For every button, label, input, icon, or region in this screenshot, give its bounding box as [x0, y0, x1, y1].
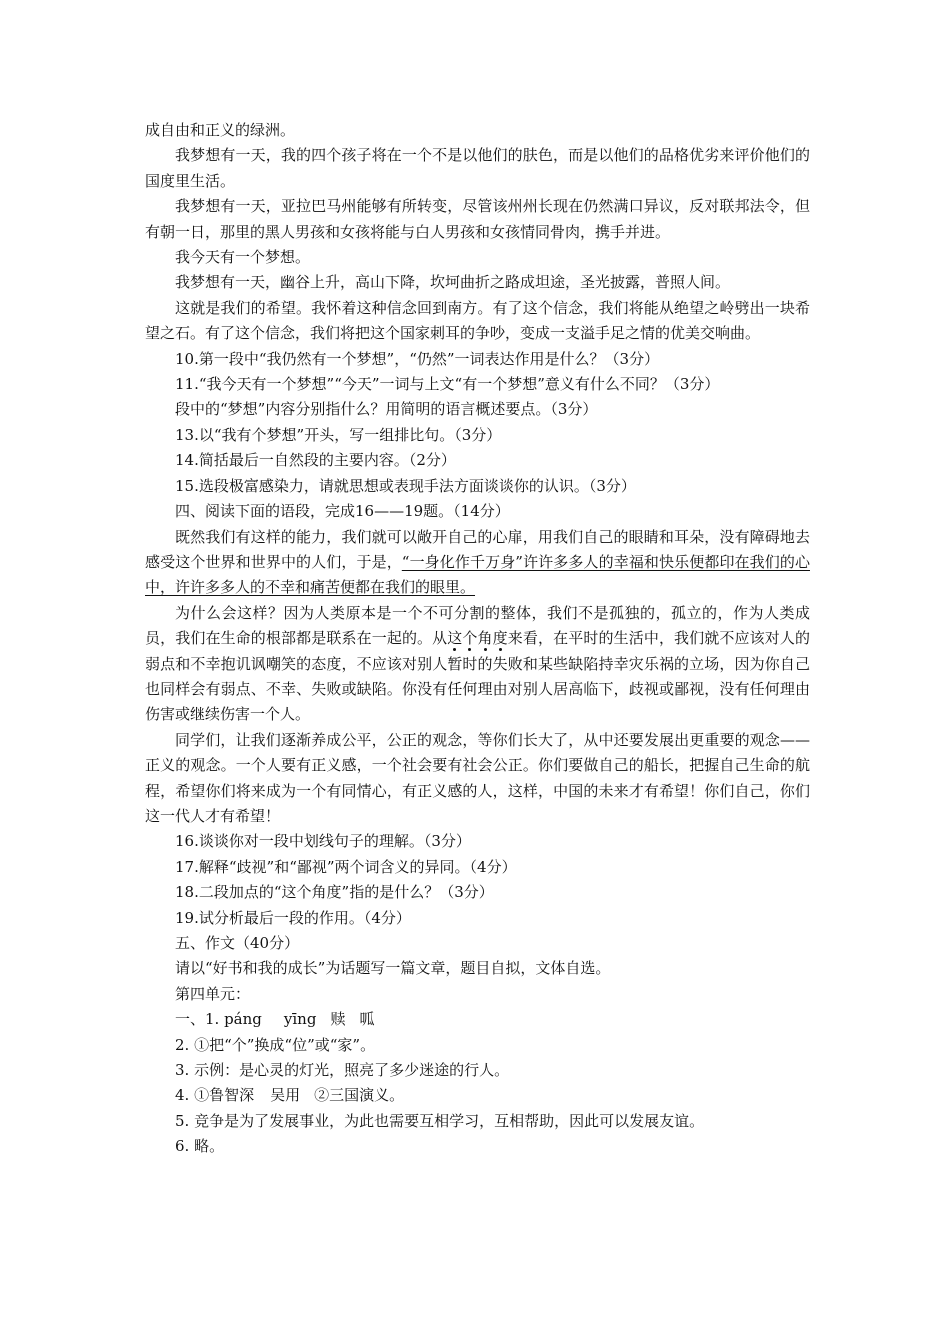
document-page: [145, 118, 810, 1160]
question-18: 18.二段加点的“这个角度”指的是什么？（3分）: [175, 883, 494, 902]
answer-text: 呱: [359, 1010, 375, 1029]
section-4-heading: 四、阅读下面的语段，完成16——19题。（14分）: [175, 502, 510, 521]
passage-paragraph-3: 同学们，让我们逐渐养成公平，公正的观念，等你们长大了，从中还要发展出更重要的观念——正义的观念。一个人要有正义感，一个社会要有社会公正。你们要做自己的船长，把握自己生命的航程，希望你们将来成为一个有同情心，有正义感的人，这样，中国的未来才有希望！你们自己，你们这一代人才有希望！: [145, 730, 810, 825]
underlined-sentence: “一身化作千万身”许许多多人的幸福和快乐便都印在我们的心中，许许多多人的不幸和痛苦便都在我们的眼里。: [145, 552, 810, 597]
passage-text: 既然我们有这样的能力，我们就可以敞开自己的心扉，用我们自己的眼睛和耳朵，没有障碍地去感受这个世界和世界中的人们，于是，: [145, 527, 810, 571]
question-14: 14.简括最后一自然段的主要内容。（2分）: [175, 451, 456, 470]
question-13: 13.以“我有个梦想”开头，写一组排比句。（3分）: [175, 425, 502, 444]
dotted-char: 角: [477, 629, 493, 648]
paragraph: 我今天有一个梦想。: [175, 248, 311, 267]
paragraph: 我梦想有一天，幽谷上升，高山下降，坎坷曲折之路成坦途，圣光披露，普照人间。: [175, 273, 731, 292]
answer-text: 一、1. páng: [175, 1010, 262, 1029]
question-16: 16.谈谈你对一段中划线句子的理解。（3分）: [175, 832, 471, 851]
question-19: 19.试分析最后一段的作用。（4分）: [175, 908, 411, 927]
answer-text: yīng: [283, 1010, 317, 1029]
answer-text: 赎: [330, 1010, 346, 1029]
paragraph: 我梦想有一天，亚拉巴马州能够有所转变，尽管该州州长现在仍然满口异议，反对联邦法令，但有朝一日，那里的黑人男孩和女孩将能与白人男孩和女孩情同骨肉，携手并进。: [145, 197, 810, 241]
dotted-char: 这: [447, 629, 463, 648]
answer-text: 吴用: [270, 1086, 301, 1105]
answer-3: 3. 示例：是心灵的灯光，照亮了多少迷途的行人。: [175, 1061, 510, 1080]
question-10: 10.第一段中“我仍然有一个梦想”，“仍然”一词表达作用是什么？（3分）: [175, 349, 660, 368]
answer-5: 5. 竞争是为了发展事业，为此也需要互相学习，互相帮助，因此可以发展友谊。: [175, 1111, 705, 1130]
answer-4: [145, 1083, 810, 1108]
answer-1: [145, 1007, 810, 1032]
passage-paragraph-1: [145, 525, 810, 601]
passage-text: 为什么会这样？因为人类原本是一个不可分割的整体，我们不是孤独的，孤立的，作为人类成员，我们在生命的根部都是联系在一起的。从: [145, 603, 810, 648]
dotted-char: 度: [492, 629, 508, 648]
answer-text: 4. ①鲁智深: [175, 1086, 255, 1105]
section-5-heading: 五、作文（40分）: [175, 934, 300, 952]
dotted-char: 个: [462, 629, 478, 648]
unit-4-heading: 第四单元：: [175, 984, 251, 1003]
text-line: 成自由和正义的绿洲。: [145, 121, 296, 139]
passage-text: 来看，在平时的生活中，我们就不应该对人的弱点和不幸抱讥讽嘲笑的态度，不应该对别人暂时的失败和某些缺陷持幸灾乐祸的立场，因为你自己也同样会有弱点、不幸、失败或缺陷。你没有任何理由对别人居高临下，歧视或鄙视，没有任何理由伤害或继续伤害一个人。: [145, 629, 810, 724]
passage-paragraph-2: [145, 601, 810, 728]
answer-2: 2. ①把“个”换成“位”或“家”。: [175, 1035, 376, 1054]
question-17: 17.解释“歧视”和“鄙视”两个词含义的异同。（4分）: [175, 857, 517, 876]
essay-prompt: 请以“好书和我的成长”为话题写一篇文章，题目自拟，文体自选。: [175, 959, 611, 978]
paragraph: 这就是我们的希望。我怀着这种信念回到南方。有了这个信念，我们将能从绝望之岭劈出一块希望之石。有了这个信念，我们将把这个国家刺耳的争吵，变成一支溢手足之情的优美交响曲。: [145, 298, 810, 343]
question-12: 段中的“梦想”内容分别指什么？用简明的语言概述要点。（3分）: [175, 400, 598, 419]
answer-6: 6. 略。: [175, 1137, 225, 1156]
question-11: 11.“我今天有一个梦想”“今天”一词与上文“有一个梦想”意义有什么不同？（3分）: [175, 375, 720, 394]
answer-text: ②三国演义。: [314, 1086, 405, 1105]
paragraph: 我梦想有一天，我的四个孩子将在一个不是以他们的肤色，而是以他们的品格优劣来评价他们的国度里生活。: [145, 146, 810, 190]
question-15: 15.选段极富感染力，请就思想或表现手法方面谈谈你的认识。（3分）: [175, 476, 636, 495]
